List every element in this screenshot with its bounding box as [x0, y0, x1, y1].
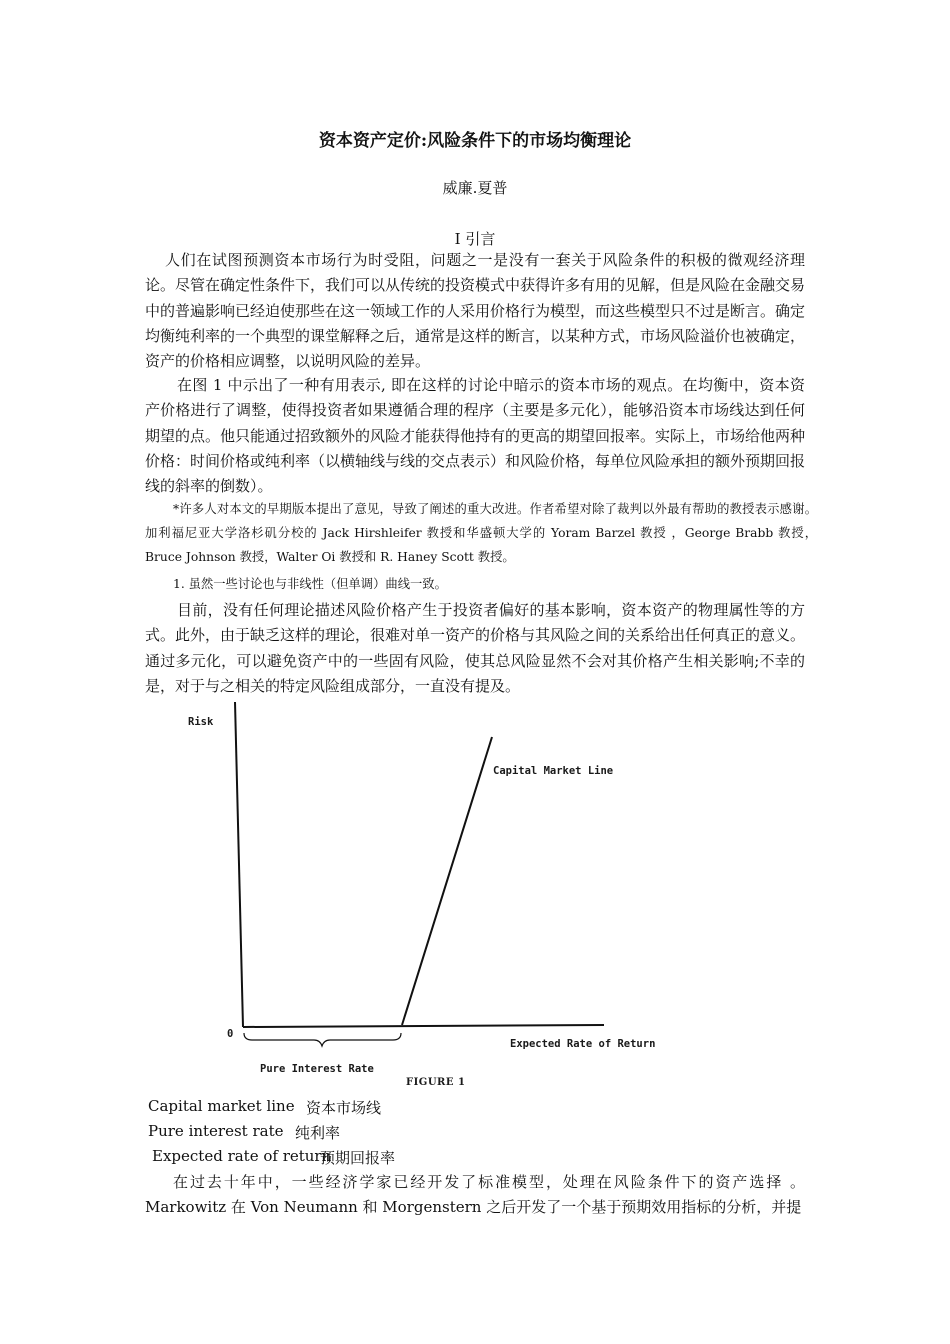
- origin-label: 0: [227, 1028, 234, 1040]
- author-name: 威廉.夏普: [442, 179, 508, 197]
- section-heading: Ⅰ 引言: [454, 230, 496, 248]
- y-axis: [235, 702, 243, 1027]
- glossary-term-en: Capital market line: [148, 1097, 295, 1115]
- capital-market-line: [402, 737, 492, 1025]
- footnote-acknowledgement: *许多人对本文的早期版本提出了意见，导致了阐述的重大改进。作者希望对除了裁判以外最有帮助的教授表示感谢。加利福尼亚大学洛杉矶分校的 Jack Hirshleifer 教授和华盛顿大学的 Yoram Barzel 教授 ，George Brabb 教授，Bruce Johnson 教授，Walter Oi 教授和 R. Haney Scott 教授。: [145, 502, 817, 564]
- pure-interest-rate-label: Pure Interest Rate: [260, 1063, 374, 1075]
- pure-interest-brace: [244, 1033, 401, 1046]
- paragraph-3: 目前，没有任何理论描述风险价格产生于投资者偏好的基本影响，资本资产的物理属性等的方式。此外，由于缺乏这样的理论，很难对单一资产的价格与其风险之间的关系给出任何真正的意义。通过多元化，可以避免资产中的一些固有风险，使其总风险显然不会对其价格产生相关影响;不幸的是，对于与之相关的特定风险组成部分，一直没有提及。: [145, 601, 806, 695]
- glossary-term-zh: 纯利率: [295, 1124, 341, 1142]
- paragraph-2: 在图 1 中示出了一种有用表示, 即在这样的讨论中暗示的资本市场的观点。在均衡中，资本资产价格进行了调整，使得投资者如果遵循合理的程序（主要是多元化），能够沿资本市场线达到任何期望的点。他只能通过招致额外的风险才能获得他持有的更高的期望回报率。实际上，市场给他两种价格：时间价格或纯利率（以横轴线与线的交点表示）和风险价格，每单位风险承担的额外预期回报线的斜率的倒数）。: [145, 376, 806, 496]
- glossary-term-zh: 预期回报率: [320, 1149, 396, 1167]
- figure-1: [180, 700, 680, 1095]
- footnote-1: 1. 虽然一些讨论也与非线性（但单调）曲线一致。: [173, 577, 447, 591]
- capital-market-line-label: Capital Market Line: [493, 765, 614, 777]
- paper-title: 资本资产定价:风险条件下的市场均衡理论: [318, 131, 632, 151]
- figure-1-graphic: [180, 700, 680, 1095]
- y-axis-label: Risk: [188, 716, 214, 728]
- paragraph-1: 人们在试图预测资本市场行为时受阻，问题之一是没有一套关于风险条件的积极的微观经济理论。尽管在确定性条件下，我们可以从传统的投资模式中获得许多有用的见解，但是风险在金融交易中的普遍影响已经迫使那些在这一领域工作的人采用价格行为模型，而这些模型只不过是断言。确定均衡纯利率的一个典型的课堂解释之后，通常是这样的断言，以某种方式，市场风险溢价也被确定，资产的价格相应调整，以说明风险的差异。: [145, 251, 806, 371]
- glossary-term-zh: 资本市场线: [306, 1099, 382, 1117]
- paragraph-4: 在过去十年中，一些经济学家已经开发了标准模型，处理在风险条件下的资产选择 。Markowitz 在 Von Neumann 和 Morgenstern 之后开发了一个基于预期效用指标的分析，并提: [145, 1173, 805, 1217]
- glossary-term-en: Pure interest rate: [148, 1122, 284, 1140]
- glossary-term-en: Expected rate of return: [152, 1147, 332, 1165]
- x-axis-label: Expected Rate of Return: [510, 1038, 656, 1050]
- x-axis: [243, 1025, 604, 1027]
- figure-caption: FIGURE 1: [406, 1077, 466, 1088]
